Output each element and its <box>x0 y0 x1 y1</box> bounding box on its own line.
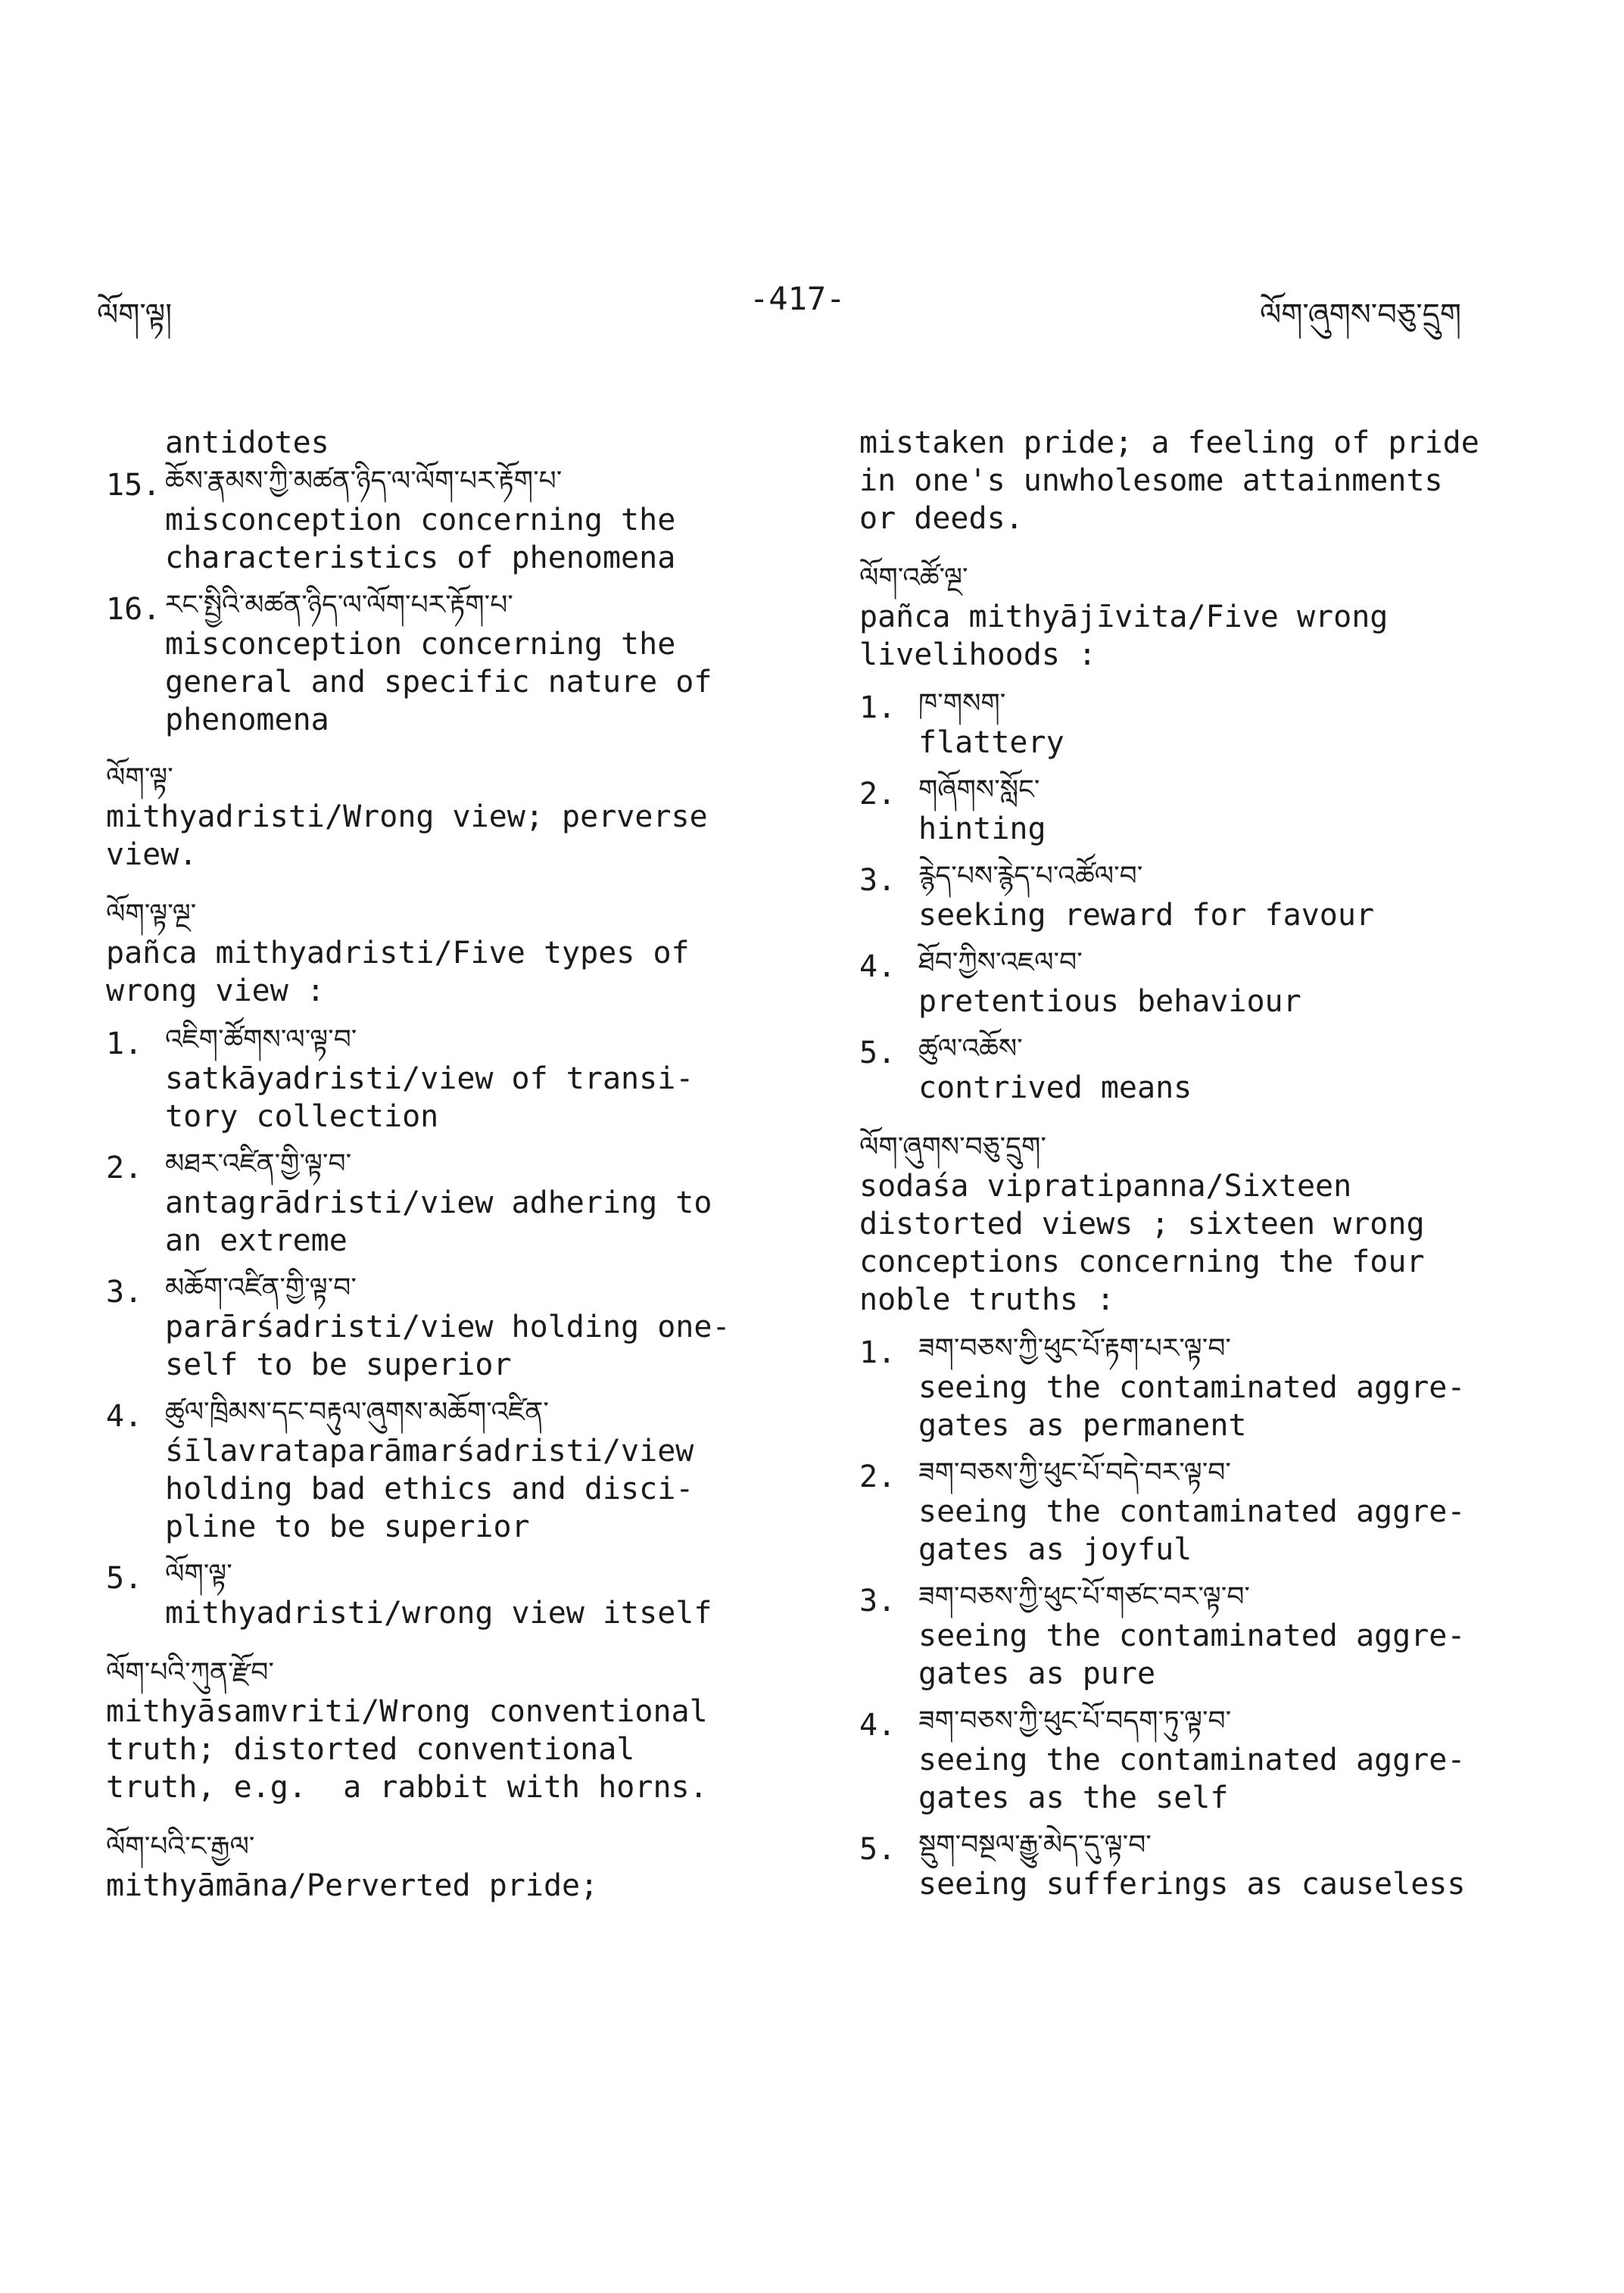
tibetan-term: རྙེད་པས་རྙེད་པ་འཚོལ་བ་ <box>918 861 1143 892</box>
tibetan-term: ཟག་བཅས་ཀྱི་ཕུང་པོ་བདག་ཏུ་ལྟ་བ་ <box>918 1706 1232 1737</box>
english-gloss: misconception concerning the <box>165 627 676 662</box>
page-number: -417- <box>750 280 846 317</box>
dictionary-entry <box>859 1128 1526 1903</box>
item-number: 1. <box>859 690 896 725</box>
list-item <box>106 1555 787 1632</box>
english-gloss: śīlavrataparāmarśadristi/view <box>165 1434 694 1469</box>
item-number: 5. <box>859 1832 896 1867</box>
continuation-text: antidotes <box>165 425 329 460</box>
item-number: 16. <box>106 592 161 627</box>
english-gloss: seeing the contaminated aggre- <box>918 1618 1466 1653</box>
item-number: 5. <box>106 1561 143 1596</box>
entry-headword: ལོག་ཞུགས་བཅུ་དྲུག་ <box>859 1132 1046 1163</box>
entry-definition: livelihoods : <box>859 637 1097 672</box>
tibetan-term: ཟག་བཅས་ཀྱི་ཕུང་པོ་བདེ་བར་ལྟ་བ་ <box>918 1457 1231 1488</box>
right-column <box>859 424 1526 1924</box>
entry-headword: ལོག་ལྟ་ལྔ་ <box>106 899 197 930</box>
list-item <box>106 1020 787 1136</box>
english-gloss: seeing the contaminated aggre- <box>918 1370 1466 1405</box>
list-item <box>859 1702 1526 1817</box>
item-number: 2. <box>106 1151 143 1185</box>
entry-headword: ལོག་པའི་ང་རྒྱལ་ <box>106 1831 255 1862</box>
tibetan-term: ཟག་བཅས་ཀྱི་ཕུང་པོ་གཙང་བར་ལྟ་བ་ <box>918 1581 1250 1612</box>
tibetan-term: མཐར་འཛིན་གྱི་ལྟ་བ་ <box>165 1148 352 1179</box>
entry-definition: mithyāsamvriti/Wrong conventional <box>106 1694 708 1729</box>
list-item <box>859 1578 1526 1693</box>
dictionary-entry <box>106 895 787 1632</box>
english-gloss: seeking reward for favour <box>918 898 1375 933</box>
tibetan-term: གཞོགས་སློང་ <box>918 774 1040 805</box>
entry-definition: mithyadristi/Wrong view; perverse <box>106 799 708 834</box>
tibetan-term: ཚུལ་ཁྲིམས་དང་བརྟུལ་ཞུགས་མཆོག་འཛིན་ <box>165 1397 549 1428</box>
tibetan-term: ཐོབ་ཀྱིས་འཇལ་བ་ <box>918 947 1083 978</box>
list-item <box>106 462 787 577</box>
entry-headword: ལོག་ལྟ་ <box>106 762 173 793</box>
list-item <box>859 771 1526 848</box>
english-gloss: holding bad ethics and disci- <box>165 1472 694 1506</box>
continuation-text: or deeds. <box>859 501 1024 536</box>
running-head-right: ལོག་ཞུགས་བཅུ་དྲུག <box>1260 298 1461 332</box>
item-number: 15. <box>106 468 161 503</box>
tibetan-term: སྡུག་བསྔལ་རྒྱུ་མེད་དུ་ལྟ་བ་ <box>918 1830 1152 1861</box>
entry-definition: wrong view : <box>106 974 325 1008</box>
dictionary-entry <box>106 1653 787 1806</box>
item-number: 3. <box>859 863 896 898</box>
entry-definition: distorted views ; sixteen wrong <box>859 1207 1425 1242</box>
english-gloss: seeing the contaminated aggre- <box>918 1494 1466 1529</box>
english-gloss: self to be superior <box>165 1347 512 1382</box>
english-gloss: mithyadristi/wrong view itself <box>165 1596 712 1631</box>
item-number: 4. <box>859 949 896 984</box>
list-item <box>859 1826 1526 1903</box>
list-item <box>859 1329 1526 1444</box>
english-gloss: phenomena <box>165 703 329 737</box>
list-item <box>106 1393 787 1546</box>
item-number: 2. <box>859 777 896 812</box>
entry-headword: ལོག་པའི་ཀུན་རྫོབ་ <box>106 1657 274 1688</box>
english-gloss: an extreme <box>165 1223 348 1258</box>
dictionary-entry <box>859 559 1526 1107</box>
item-number: 3. <box>859 1584 896 1618</box>
english-gloss: tory collection <box>165 1099 439 1134</box>
entry-headword: ལོག་འཚོ་ལྔ་ <box>859 562 968 594</box>
entry-definition: view. <box>106 837 198 872</box>
entry-definition: sodaśa vipratipanna/Sixteen <box>859 1169 1352 1204</box>
tibetan-term: མཆོག་འཛིན་གྱི་ལྟ་བ་ <box>165 1273 357 1304</box>
list-item <box>859 943 1526 1020</box>
english-gloss: contrived means <box>918 1070 1192 1105</box>
tibetan-term: རང་སྤྱིའི་མཚན་ཉིད་ལ་ལོག་པར་རྟོག་པ་ <box>165 590 513 621</box>
dictionary-entry <box>106 759 787 874</box>
list-item <box>859 684 1526 762</box>
list-item <box>859 1453 1526 1569</box>
item-number: 3. <box>106 1275 143 1310</box>
tibetan-term: ཆོས་རྣམས་ཀྱི་མཚན་ཉིད་ལ་ལོག་པར་རྟོག་པ་ <box>165 466 563 497</box>
english-gloss: seeing the contaminated aggre- <box>918 1743 1466 1777</box>
english-gloss: gates as the self <box>918 1781 1229 1815</box>
continuation-text: in one's unwholesome attainments <box>859 463 1443 498</box>
english-gloss: gates as joyful <box>918 1532 1192 1567</box>
entry-definition: pañca mithyadristi/Five types of <box>106 936 690 970</box>
running-head-left: ལོག་ལྟ། <box>97 298 173 332</box>
item-number: 1. <box>106 1027 143 1061</box>
english-gloss: flattery <box>918 725 1064 760</box>
list-item <box>859 1030 1526 1107</box>
entry-definition: mithyāmāna/Perverted pride; <box>106 1868 599 1903</box>
entry-definition: pañca mithyājīvita/Five wrong <box>859 600 1389 634</box>
continuation-block <box>859 424 1526 537</box>
english-gloss: gates as permanent <box>918 1408 1247 1443</box>
entry-definition: truth; distorted conventional <box>106 1732 635 1767</box>
english-gloss: pretentious behaviour <box>918 984 1301 1019</box>
list-item <box>106 1269 787 1384</box>
continuation-text: mistaken pride; a feeling of pride <box>859 425 1479 460</box>
item-number: 4. <box>106 1399 143 1434</box>
entry-definition: conceptions concerning the four <box>859 1245 1425 1279</box>
tibetan-term: ལོག་ལྟ་ <box>165 1559 232 1590</box>
tibetan-term: འཇིག་ཚོགས་ལ་ལྟ་བ་ <box>165 1024 357 1055</box>
tibetan-term: ཟག་བཅས་ཀྱི་ཕུང་པོ་རྟག་པར་ལྟ་བ་ <box>918 1333 1231 1364</box>
dictionary-entry <box>106 1827 787 1905</box>
list-item <box>106 1145 787 1260</box>
tibetan-term: ཁ་གསག་ <box>918 688 1006 719</box>
tibetan-term: ཚུལ་འཆོས་ <box>918 1033 1023 1064</box>
english-gloss: general and specific nature of <box>165 665 712 699</box>
item-number: 2. <box>859 1460 896 1494</box>
english-gloss: parārśadristi/view holding one- <box>165 1310 731 1344</box>
english-gloss: characteristics of phenomena <box>165 541 676 575</box>
english-gloss: pline to be superior <box>165 1509 530 1544</box>
entry-definition: noble truths : <box>859 1282 1115 1317</box>
item-number: 1. <box>859 1335 896 1370</box>
list-item <box>859 857 1526 934</box>
list-item <box>106 586 787 739</box>
left-column <box>106 424 787 1926</box>
english-gloss: hinting <box>918 812 1046 846</box>
item-number: 5. <box>859 1036 896 1070</box>
english-gloss: seeing sufferings as causeless <box>918 1867 1466 1902</box>
english-gloss: gates as pure <box>918 1656 1156 1691</box>
entry-definition: truth, e.g. a rabbit with horns. <box>106 1770 708 1805</box>
english-gloss: antagrādristi/view adhering to <box>165 1185 712 1220</box>
item-number: 4. <box>859 1708 896 1743</box>
english-gloss: satkāyadristi/view of transi- <box>165 1061 694 1096</box>
english-gloss: misconception concerning the <box>165 503 676 537</box>
